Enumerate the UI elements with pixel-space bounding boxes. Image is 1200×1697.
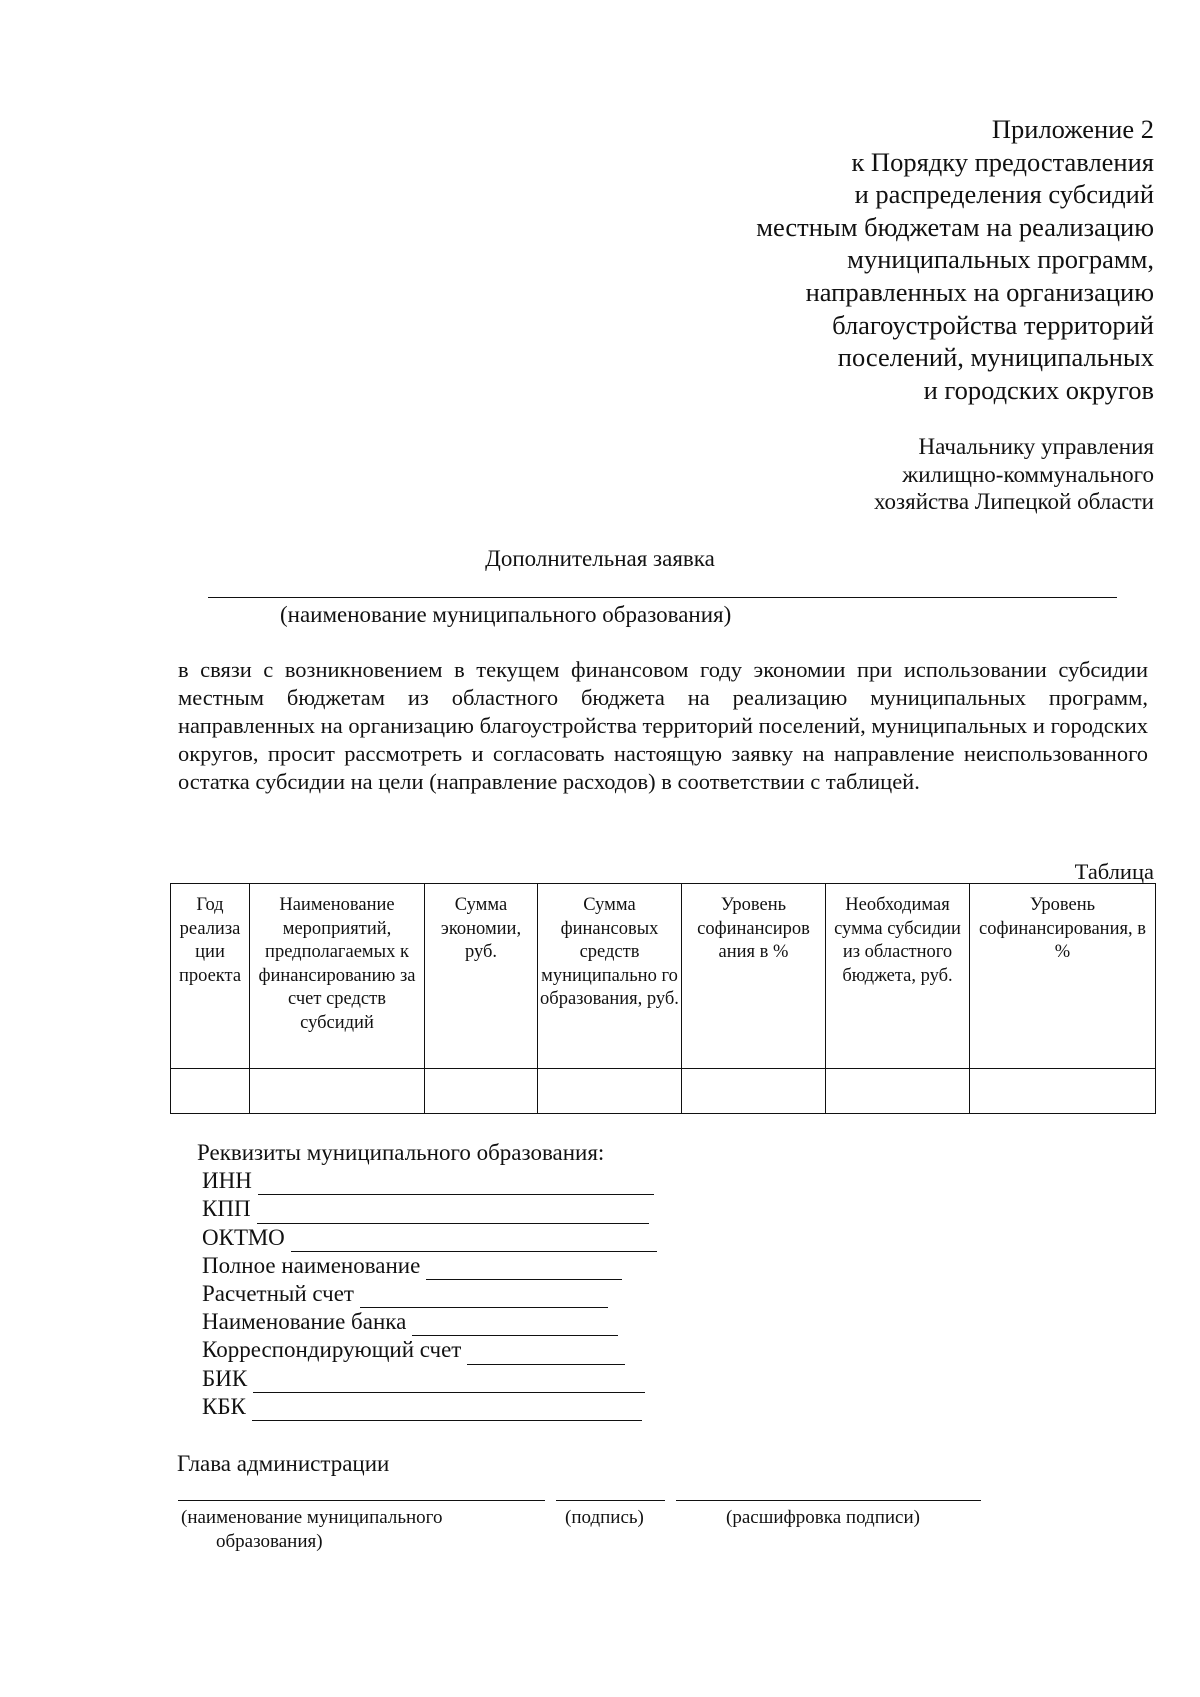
table-header-cell: Год реализа ции проекта [171,884,250,1069]
requisite-line[interactable] [412,1315,618,1336]
signature-line[interactable] [556,1500,665,1501]
addressee-line: хозяйства Липецкой области [873,489,1154,514]
requisite-corr-account [202,1336,657,1364]
appendix-line: поселений, муниципальных [837,342,1154,373]
table-cell[interactable] [970,1069,1156,1114]
requisite-line[interactable] [426,1259,622,1280]
signature-caption: (подпись) [565,1507,644,1528]
addressee-line: Начальнику управления [918,434,1154,459]
requisite-line[interactable] [258,1174,654,1195]
head-of-administration-label: Глава администрации [177,1451,390,1476]
request-title: Дополнительная заявка [485,546,715,571]
requisite-line[interactable] [257,1203,649,1224]
table-header-cell: Уровень софинансиров ания в % [682,884,826,1069]
request-body-text: в связи с возникновением в текущем финансовом году экономии при использовании субсидии местным бюджетам из областного бюджета на реализацию муниципальных программ, направленных на организацию благоустройства территорий поселений, муниципальных и городских округов, просит рассмотреть и согласовать настоящую заявку на направление неиспользованного остатка субсидии на цели (направление расходов) в соответствии с таблицей. [178,657,1148,794]
requisite-label: ОКТМО [202,1224,285,1250]
appendix-line: местным бюджетам на реализацию [756,211,1154,242]
requisite-label: Расчетный счет [202,1281,354,1307]
requisite-label: Корреспондирующий счет [202,1337,462,1363]
appendix-line: к Порядку предоставления [851,146,1154,177]
table-header-cell: Сумма экономии, руб. [425,884,538,1069]
requisite-line[interactable] [360,1287,608,1308]
table-cell[interactable] [250,1069,425,1114]
table-cell[interactable] [682,1069,826,1114]
requisite-line[interactable] [467,1344,625,1365]
requisite-inn [202,1167,657,1195]
appendix-line: и распределения субсидий [854,179,1154,210]
table-header-cell: Наименование мероприятий, предполагаемых к финансированию за счет средств субсидий [250,884,425,1069]
subsidy-table [170,883,1156,1114]
municipality-name-signature-line[interactable] [178,1500,545,1501]
requisite-line[interactable] [291,1231,657,1252]
requisite-label: БИК [202,1365,248,1391]
requisite-label: КБК [202,1393,246,1419]
requisite-bik [202,1365,657,1393]
addressee-block [874,433,1154,516]
requisite-line[interactable] [252,1400,642,1421]
signature-decoding-caption: (расшифровка подписи) [726,1507,920,1528]
appendix-line: и городских округов [923,374,1154,405]
requisites-heading: Реквизиты муниципального образования: [197,1140,605,1165]
addressee-line: жилищно-коммунального [902,461,1154,487]
appendix-line: направленных на организацию [805,276,1154,307]
table-row [171,1069,1156,1114]
appendix-line: муниципальных программ, [847,244,1154,275]
signature-decoding-line[interactable] [676,1500,981,1501]
municipality-name-caption: (наименование муниципального образования) [280,602,732,627]
table-cell[interactable] [171,1069,250,1114]
requisite-kpp [202,1195,657,1223]
requisite-account [202,1280,657,1308]
table-header-row [171,884,1156,1069]
municipality-name-caption-1: (наименование муниципального [181,1507,443,1528]
requisite-bank-name [202,1308,657,1336]
requisites-block [196,1139,657,1421]
appendix-line: Приложение 2 [991,114,1154,144]
table-cell[interactable] [425,1069,538,1114]
requisite-label: КПП [202,1196,251,1222]
table-cell[interactable] [826,1069,970,1114]
requisite-full-name [202,1252,657,1280]
table-header-cell: Необходимая сумма субсидии из областного бюджета, руб. [826,884,970,1069]
municipality-name-line[interactable] [208,597,1117,598]
municipality-name-caption-2: образования) [216,1531,323,1552]
table-cell[interactable] [538,1069,682,1114]
table-header-cell: Уровень софинансирования, в % [970,884,1156,1069]
requisite-line[interactable] [253,1372,645,1393]
table-label: Таблица [1074,859,1154,884]
appendix-header [756,113,1154,406]
requisite-label: ИНН [202,1168,252,1194]
requisite-kbk [202,1393,657,1421]
requisite-label: Полное наименование [202,1252,421,1278]
table-header-cell: Сумма финансовых средств муниципально го образования, руб. [538,884,682,1069]
requisite-label: Наименование банка [202,1309,407,1335]
requisite-oktmo [202,1224,657,1252]
appendix-line: благоустройства территорий [832,309,1154,340]
